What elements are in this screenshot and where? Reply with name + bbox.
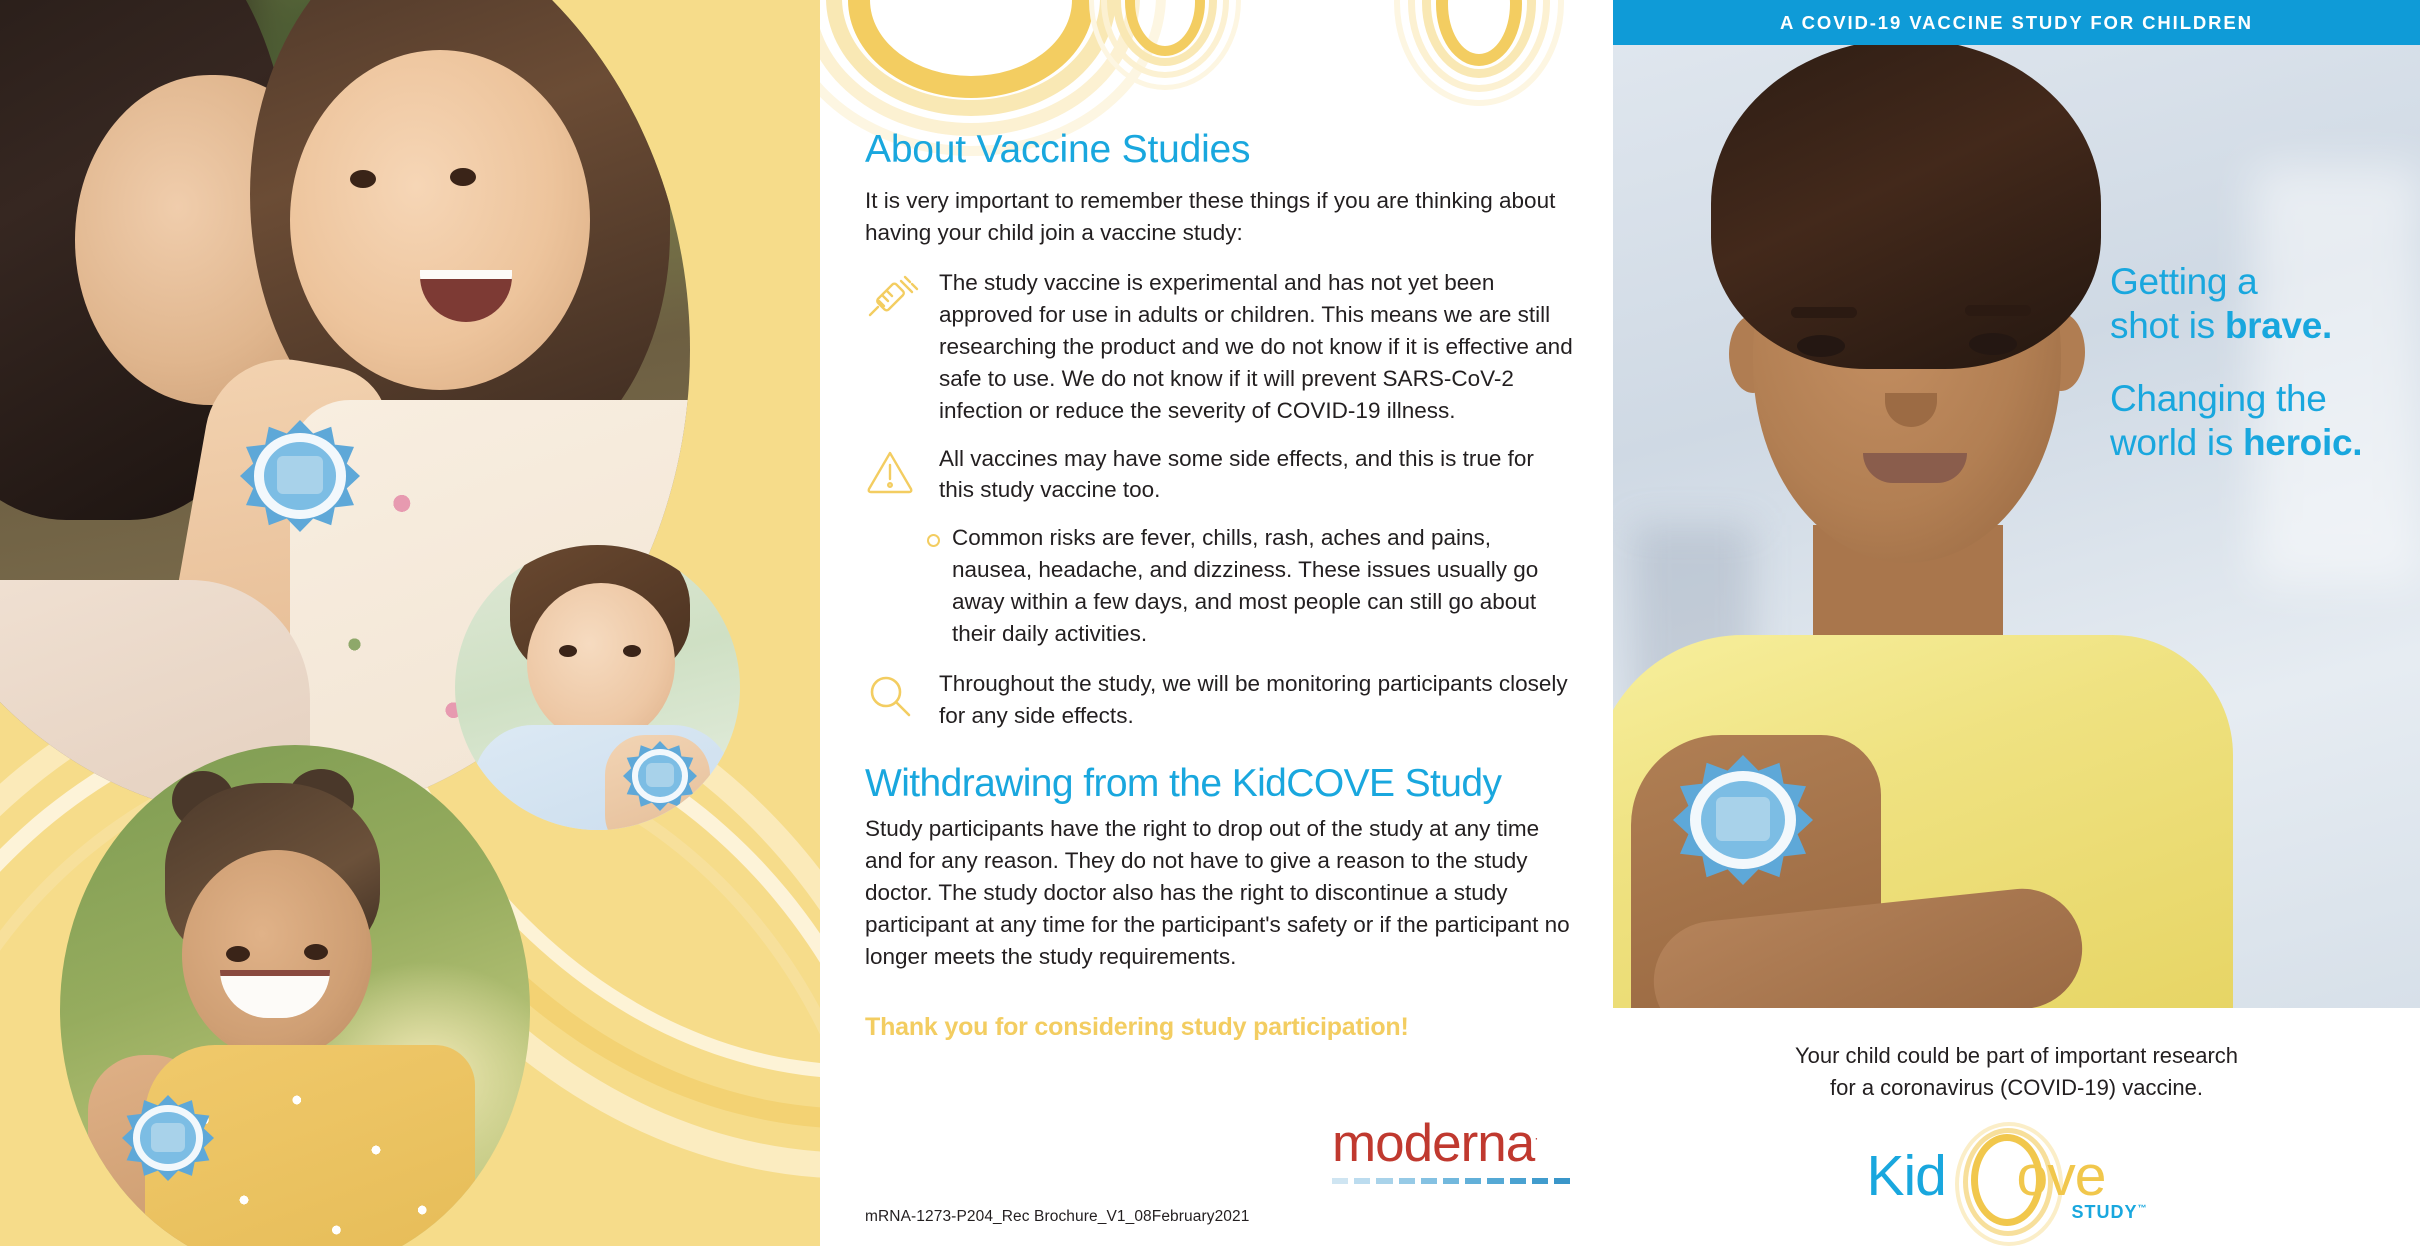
girl-face (182, 850, 372, 1060)
headline-line-2: shot is (2110, 304, 2225, 346)
moderna-wordmark-text: moderna (1332, 1114, 1535, 1173)
kidcove-trademark-icon: ™ (2137, 1203, 2148, 1213)
boy-face (527, 583, 675, 743)
caption-line-1: Your child could be part of important research (1794, 1043, 2239, 1068)
mouth (1863, 453, 1967, 483)
headline-line-4: world is (2110, 421, 2243, 463)
thank-you-message: Thank you for considering study participation! (865, 1012, 1409, 1041)
eye (226, 946, 250, 962)
sub-bullet-item (927, 522, 1575, 650)
headline-spacer (2110, 347, 2410, 377)
eye (350, 170, 376, 188)
left-photo-panel (0, 0, 820, 1246)
bandage-sticker-icon (1673, 755, 1813, 885)
eyebrow (1965, 305, 2031, 316)
sub-bullet-text: Common risks are fever, chills, rash, aches and pains, nausea, headache, and dizziness. These issues usually go away within a few days, and most people can still go about their daily activities. (952, 525, 1539, 647)
headline-emphasis-heroic: heroic. (2243, 421, 2363, 463)
eye (1797, 335, 1845, 357)
bullet-item (865, 443, 1575, 507)
syringe-icon (865, 267, 925, 427)
headline-line-3: Changing the (2110, 378, 2327, 420)
moderna-trademark-icon: · (1534, 1130, 1538, 1146)
caption-line-2: for a coronavirus (COVID-19) vaccine. (1830, 1074, 2203, 1100)
photo-smiling-boy-yellow-shirt (1613, 45, 2420, 1008)
bandage-sticker-icon (122, 1095, 214, 1181)
bullet-text: All vaccines may have some side effects, and this is true for this study vaccine too. (939, 445, 1534, 503)
toddler-face (290, 50, 590, 390)
hero-headline (2110, 260, 2410, 465)
withdrawing-heading: Withdrawing from the KidCOVE Study (865, 762, 1502, 805)
right-cover-panel (1613, 0, 2420, 1246)
document-code: mRNA-1273-P204_Rec Brochure_V1_08February2021 (865, 1208, 1250, 1225)
center-content-column (820, 0, 1613, 1246)
about-vaccine-studies-heading: About Vaccine Studies (865, 128, 1251, 171)
warning-triangle-icon (865, 443, 925, 507)
decorative-ring-icon (1394, 0, 1564, 106)
magnifying-glass-icon (865, 668, 925, 732)
kidcove-logo-kid: Kid (1866, 1144, 1946, 1208)
kidcove-logo-study: STUDY™ (2071, 1202, 2148, 1222)
bullet-text: Throughout the study, we will be monitoring participants closely for any side effects. (939, 671, 1568, 729)
moderna-dashed-rule (1332, 1178, 1570, 1184)
withdrawing-paragraph: Study participants have the right to drop out of the study at any time and for any reason. They do not have to give a reason to the study doctor. The study doctor also has the right to discontinue a study participant at any time for the participant's safety or if the participant no longer meets the study requirements. (865, 815, 1570, 969)
headline-line-1: Getting a (2110, 261, 2258, 302)
bullet-item (865, 668, 1575, 732)
cover-caption (1613, 1040, 2420, 1104)
bandage-sticker-icon (623, 741, 697, 811)
study-banner-text: A COVID-19 VACCINE STUDY FOR CHILDREN (1780, 11, 2253, 33)
eyebrow (1791, 307, 1857, 318)
eye (1969, 333, 2017, 355)
kidcove-logo (1613, 1140, 2420, 1240)
photo-smiling-girl (60, 745, 530, 1246)
eye (304, 944, 328, 960)
circle-bullet-icon (927, 534, 940, 547)
bullet-item (865, 267, 1575, 427)
photo-young-boy (455, 545, 740, 830)
boy-hair (1711, 45, 2101, 369)
eye (559, 645, 577, 657)
eye (450, 168, 476, 186)
moderna-logo (1332, 1114, 1570, 1184)
bullet-text: The study vaccine is experimental and has not yet been approved for use in adults or children. This means we are still researching the product and we do not know if it is effective and safe to use. We do not know if it will prevent SARS-CoV-2 infection or reduce the severity of COVID-19 illness. (939, 269, 1573, 423)
eye (623, 645, 641, 657)
kidcove-logo-ove: ove (2016, 1144, 2106, 1208)
moderna-wordmark (1332, 1114, 1570, 1173)
study-banner (1613, 0, 2420, 45)
headline-emphasis-brave: brave. (2224, 304, 2333, 346)
about-intro-paragraph: It is very important to remember these things if you are thinking about having your child join a vaccine study: (865, 187, 1556, 245)
bandage-sticker-icon (240, 420, 360, 532)
